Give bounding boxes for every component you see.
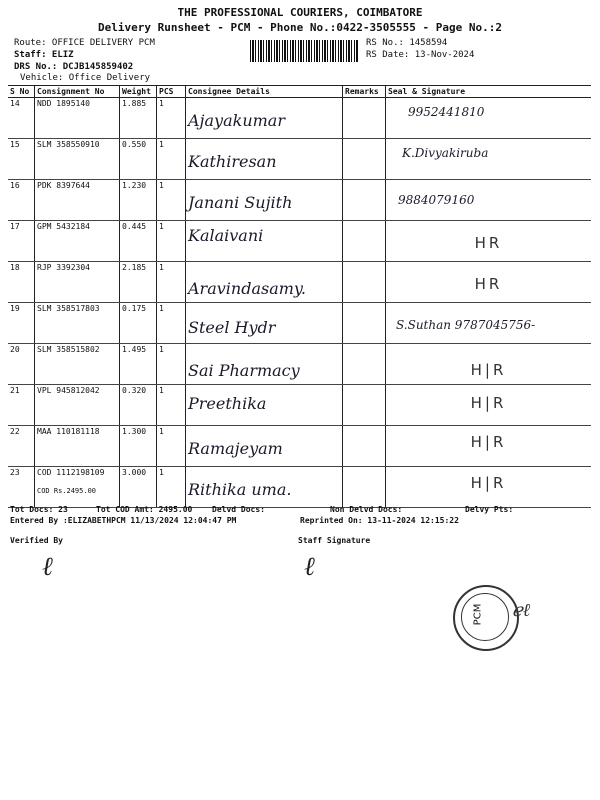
cell-pcs: 1 bbox=[157, 139, 186, 180]
cell-pcs: 1 bbox=[157, 180, 186, 221]
cell-sno: 17 bbox=[8, 221, 35, 262]
cell-pcs: 1 bbox=[157, 221, 186, 262]
cell-sno: 14 bbox=[8, 98, 35, 139]
cell-weight: 0.445 bbox=[120, 221, 157, 262]
col-weight: Weight bbox=[120, 86, 157, 98]
cell-weight: 0.550 bbox=[120, 139, 157, 180]
non-delivered-docs: Non Delvd Docs: bbox=[330, 505, 403, 514]
cell-remarks bbox=[343, 180, 386, 221]
cell-consignee bbox=[186, 180, 343, 221]
barcode bbox=[250, 40, 358, 62]
cell-seal bbox=[386, 221, 592, 262]
consignee-signature: Ajayakumar bbox=[188, 111, 285, 130]
consignment-number: COD 1112198109 bbox=[37, 468, 105, 477]
cell-sno: 16 bbox=[8, 180, 35, 221]
cell-sno: 20 bbox=[8, 344, 35, 385]
cell-consignment: MAA 110181118 bbox=[35, 426, 120, 467]
col-pcs: PCS bbox=[157, 86, 186, 98]
cell-consignment: SLM 358550910 bbox=[35, 139, 120, 180]
consignee-signature: Steel Hydr bbox=[188, 318, 276, 337]
cell-weight: 2.185 bbox=[120, 262, 157, 303]
table-row bbox=[8, 139, 591, 180]
cell-remarks bbox=[343, 385, 386, 426]
cell-consignment: SLM 358515802 bbox=[35, 344, 120, 385]
delivered-docs: Delvd Docs: bbox=[212, 505, 265, 514]
consignee-signature: Preethika bbox=[188, 394, 267, 413]
cell-seal bbox=[386, 385, 592, 426]
table-row bbox=[8, 98, 591, 139]
consignee-signature: Sai Pharmacy bbox=[188, 361, 300, 380]
delivery-points: Delvy Pts: bbox=[465, 505, 514, 514]
consignee-signature: Aravindasamy. bbox=[188, 279, 306, 298]
cell-seal bbox=[386, 303, 592, 344]
total-docs: Tot Docs: 23 bbox=[10, 505, 68, 514]
table-row bbox=[8, 385, 591, 426]
cell-pcs: 1 bbox=[157, 426, 186, 467]
cell-seal bbox=[386, 180, 592, 221]
drs-label: DRS No.: DCJB145859402 bbox=[14, 62, 134, 72]
table-header-row bbox=[8, 86, 591, 98]
seal-signature: H|R bbox=[470, 361, 507, 379]
cell-weight: 1.230 bbox=[120, 180, 157, 221]
cell-remarks bbox=[343, 303, 386, 344]
company-title: THE PROFESSIONAL COURIERS, COIMBATORE bbox=[177, 6, 423, 19]
runsheet-title: Delivery Runsheet - PCM - Phone No.:0422-3505555 - Page No.:2 bbox=[98, 21, 502, 34]
consignee-signature: Ramajeyam bbox=[188, 439, 283, 458]
cell-weight: 1.885 bbox=[120, 98, 157, 139]
table-row bbox=[8, 303, 591, 344]
table-row bbox=[8, 467, 591, 508]
col-consignment: Consignment No bbox=[35, 86, 120, 98]
cell-seal bbox=[386, 344, 592, 385]
table-row bbox=[8, 262, 591, 303]
table-row bbox=[8, 180, 591, 221]
route-label: Route: OFFICE DELIVERY PCM bbox=[14, 38, 155, 48]
cell-pcs: 1 bbox=[157, 467, 186, 508]
cell-consignment bbox=[35, 467, 120, 508]
stamp-text: PCM bbox=[472, 603, 484, 626]
cell-consignment: RJP 3392304 bbox=[35, 262, 120, 303]
cell-consignee bbox=[186, 385, 343, 426]
verified-signature: ℓ bbox=[42, 552, 53, 582]
cell-sno: 21 bbox=[8, 385, 35, 426]
seal-signature: K.Divyakiruba bbox=[402, 146, 489, 160]
cell-sno: 18 bbox=[8, 262, 35, 303]
cell-consignee bbox=[186, 426, 343, 467]
cell-seal bbox=[386, 262, 592, 303]
seal-signature: HR bbox=[474, 275, 503, 293]
cell-seal bbox=[386, 467, 592, 508]
pcm-stamp bbox=[453, 585, 519, 651]
cell-consignment: GPM 5432184 bbox=[35, 221, 120, 262]
cell-weight: 0.175 bbox=[120, 303, 157, 344]
cell-consignee bbox=[186, 262, 343, 303]
seal-signature: 9884079160 bbox=[398, 193, 475, 207]
cell-sno: 23 bbox=[8, 467, 35, 508]
cell-sno: 22 bbox=[8, 426, 35, 467]
cell-weight: 3.000 bbox=[120, 467, 157, 508]
cell-consignment: VPL 945812042 bbox=[35, 385, 120, 426]
cell-seal bbox=[386, 139, 592, 180]
cell-remarks bbox=[343, 262, 386, 303]
cell-pcs: 1 bbox=[157, 344, 186, 385]
staff-signature-label: Staff Signature bbox=[298, 536, 371, 545]
col-sno: S No bbox=[8, 86, 35, 98]
stamp-inner-ring bbox=[461, 593, 509, 641]
seal-signature: H|R bbox=[470, 433, 507, 451]
consignee-signature: Rithika uma. bbox=[188, 480, 292, 499]
consignee-signature: Kathiresan bbox=[188, 152, 277, 171]
cell-pcs: 1 bbox=[157, 303, 186, 344]
consignee-signature: Kalaivani bbox=[188, 226, 264, 245]
col-seal: Seal & Signature bbox=[386, 86, 592, 98]
verified-by-label: Verified By bbox=[10, 536, 63, 545]
table-row bbox=[8, 344, 591, 385]
col-consignee: Consignee Details bbox=[186, 86, 343, 98]
cell-seal bbox=[386, 426, 592, 467]
cell-pcs: 1 bbox=[157, 262, 186, 303]
seal-signature: 9952441810 bbox=[408, 105, 485, 119]
total-cod: Tot COD Amt: 2495.00 bbox=[96, 505, 193, 514]
cell-remarks bbox=[343, 467, 386, 508]
rs-no: RS No.: 1458594 bbox=[366, 38, 448, 48]
cell-sno: 15 bbox=[8, 139, 35, 180]
entered-by: Entered By :ELIZABETHPCM 11/13/2024 12:04:47 PM bbox=[10, 516, 237, 525]
seal-signature: H|R bbox=[470, 394, 507, 412]
cell-weight: 1.495 bbox=[120, 344, 157, 385]
table-row bbox=[8, 221, 591, 262]
cell-remarks bbox=[343, 221, 386, 262]
reprinted-on: Reprinted On: 13-11-2024 12:15:22 bbox=[300, 516, 459, 525]
runsheet-table bbox=[8, 85, 591, 508]
cell-remarks bbox=[343, 98, 386, 139]
cell-remarks bbox=[343, 426, 386, 467]
table-row bbox=[8, 426, 591, 467]
cell-consignee bbox=[186, 467, 343, 508]
staff-signature: ℓ bbox=[304, 552, 315, 582]
cell-sno: 19 bbox=[8, 303, 35, 344]
cell-consignment: NDD 1895140 bbox=[35, 98, 120, 139]
stamp-signature: ℯℓ bbox=[512, 600, 531, 621]
cell-consignment: SLM 358517803 bbox=[35, 303, 120, 344]
cell-consignee bbox=[186, 303, 343, 344]
rs-date: RS Date: 13-Nov-2024 bbox=[366, 50, 475, 60]
cell-consignee bbox=[186, 221, 343, 262]
consignee-signature: Janani Sujith bbox=[188, 193, 293, 212]
cell-consignee bbox=[186, 344, 343, 385]
cell-consignee bbox=[186, 98, 343, 139]
cod-amount: COD Rs.2495.00 bbox=[37, 487, 97, 495]
cell-pcs: 1 bbox=[157, 385, 186, 426]
seal-signature: H|R bbox=[470, 474, 507, 492]
cell-seal bbox=[386, 98, 592, 139]
cell-remarks bbox=[343, 344, 386, 385]
col-remarks: Remarks bbox=[343, 86, 386, 98]
seal-signature: HR bbox=[474, 234, 503, 252]
staff-label: Staff: ELIZ bbox=[14, 50, 74, 60]
cell-weight: 1.300 bbox=[120, 426, 157, 467]
cell-weight: 0.320 bbox=[120, 385, 157, 426]
cell-remarks bbox=[343, 139, 386, 180]
vehicle-label: Vehicle: Office Delivery bbox=[20, 73, 151, 83]
seal-signature: S.Suthan 9787045756- bbox=[396, 318, 536, 332]
cell-consignment: PDK 8397644 bbox=[35, 180, 120, 221]
cell-pcs: 1 bbox=[157, 98, 186, 139]
cell-consignee bbox=[186, 139, 343, 180]
